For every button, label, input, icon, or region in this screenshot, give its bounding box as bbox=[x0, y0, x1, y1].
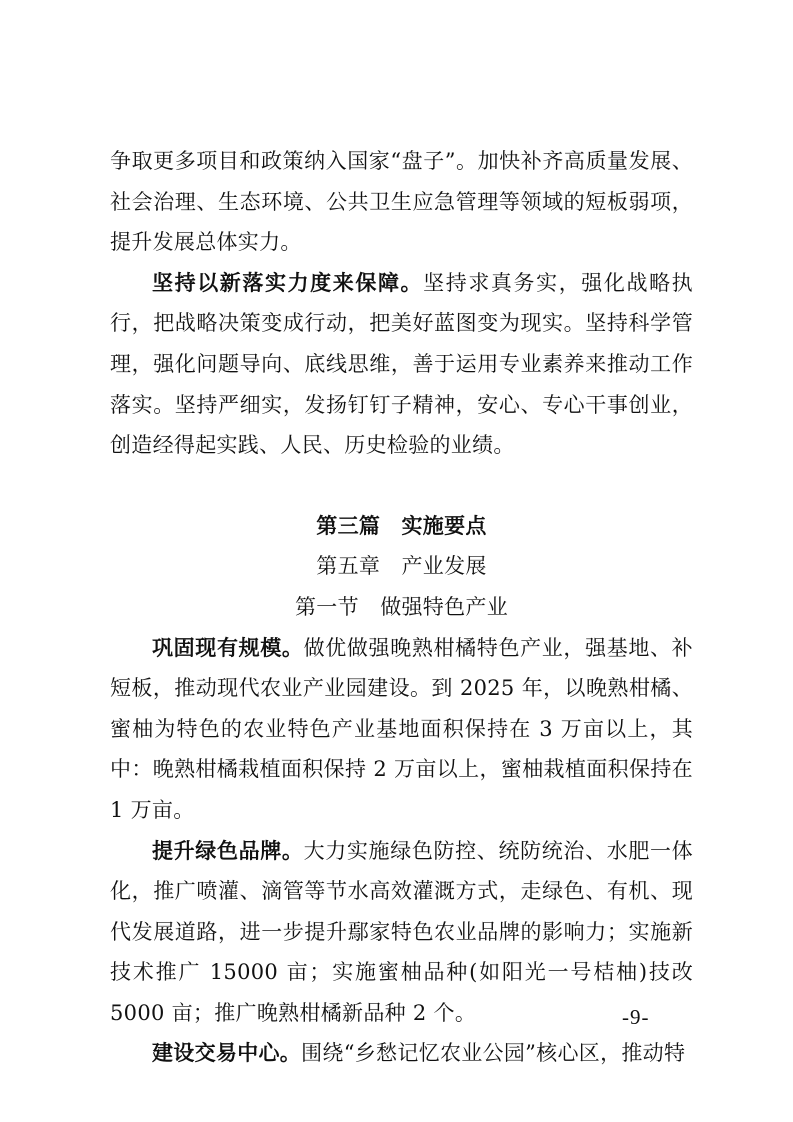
paragraph-body: 做优做强晚熟柑橘特色产业，强基地、补短板，推动现代农业产业园建设。到 2025 年，以晚熟柑橘、蜜柚为特色的农业特色产业基地面积保持在 3 万亩以上，其中：晚熟柑橘栽植面积保持 2 万亩以上，蜜柚栽植面积保持在 1 万亩。 bbox=[110, 635, 693, 822]
paragraph-lead: 提升绿色品牌。 bbox=[152, 838, 304, 863]
paragraph-lead: 坚持以新落实力度来保障。 bbox=[152, 270, 424, 295]
paragraph-scale bbox=[110, 628, 693, 831]
paragraph-body: 围绕“乡愁记忆农业公园”核心区，推动特 bbox=[301, 1041, 686, 1066]
part-heading: 第三篇 实施要点 bbox=[316, 513, 487, 538]
paragraph-trade bbox=[110, 1033, 693, 1074]
paragraph-brand bbox=[110, 831, 693, 1034]
body-text bbox=[110, 141, 693, 1074]
paragraph-guarantee bbox=[110, 263, 693, 466]
section-gap bbox=[110, 466, 693, 506]
paragraph-body: 坚持求真务实，强化战略执行，把战略决策变成行动，把美好蓝图变为现实。坚持科学管理，强化问题导向、底线思维，善于运用专业素养来推动工作落实。坚持严细实，发扬钉钉子精神，安心、专心干事创业，创造经得起实践、人民、历史检验的业绩。 bbox=[110, 270, 693, 458]
paragraph-continuation: 争取更多项目和政策纳入国家“盘子”。加快补齐高质量发展、社会治理、生态环境、公共卫生应急管理等领域的短板弱项，提升发展总体实力。 bbox=[110, 149, 693, 255]
section-heading: 第一节 做强特色产业 bbox=[295, 594, 508, 619]
page-number: -9- bbox=[622, 1005, 650, 1029]
chapter-heading: 第五章 产业发展 bbox=[316, 554, 487, 579]
paragraph-body: 大力实施绿色防控、统防统治、水肥一体化，推广喷灌、滴管等节水高效灌溉方式，走绿色、有机、现代发展道路，进一步提升鄢家特色农业品牌的影响力；实施新技术推广 15000 亩；实施蜜柚品种(如阳光一号桔柚)技改 5000 亩；推广晚熟柑橘新品种 2 个。 bbox=[110, 838, 693, 1025]
paragraph-lead: 巩固现有规模。 bbox=[152, 635, 304, 660]
paragraph-lead: 建设交易中心。 bbox=[152, 1041, 302, 1066]
